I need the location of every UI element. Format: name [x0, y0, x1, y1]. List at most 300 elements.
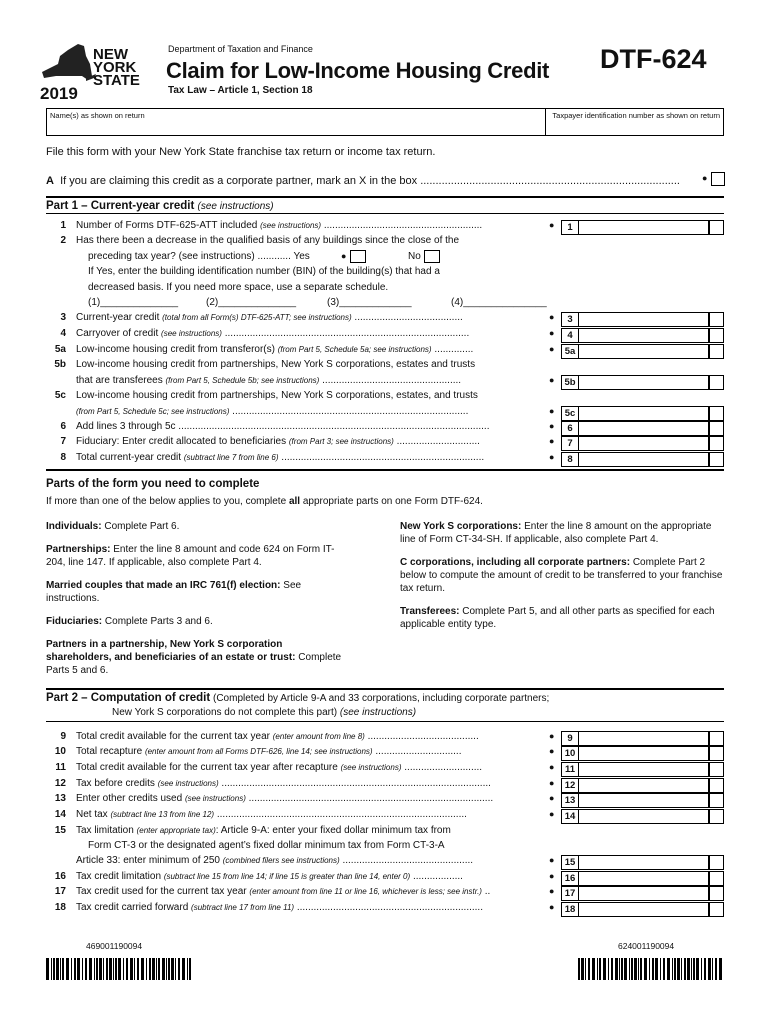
barcode-bar [691, 958, 692, 980]
line-bullet: ● [549, 436, 555, 446]
barcode-bar [175, 958, 176, 980]
barcode-bar [597, 958, 598, 980]
line-text [76, 902, 550, 913]
barcode-bar [158, 958, 160, 980]
name-field[interactable] [46, 108, 546, 136]
part1-rule [46, 196, 724, 198]
line-bullet: ● [549, 871, 555, 881]
line-leader: ................................................................... [294, 902, 483, 913]
line-bullet: ● [549, 793, 555, 803]
amount-field[interactable] [579, 344, 709, 359]
cents-field[interactable] [709, 746, 724, 761]
line-bullet: ● [549, 375, 555, 385]
cents-field[interactable] [709, 871, 724, 886]
barcode-bar [113, 958, 114, 980]
amount-field[interactable] [579, 328, 709, 343]
line-leader: .......................................................................................... [214, 809, 467, 820]
parts-guide-heading: Parts of the form you need to complete [46, 478, 260, 490]
line-bullet: ● [549, 855, 555, 865]
line-a-text: If you are claiming this credit as a corporate partner, mark an X in the box ..................................................................................... [60, 175, 680, 187]
line-text [76, 809, 550, 820]
barcode-bar [53, 958, 55, 980]
line-bullet: ● [549, 452, 555, 462]
line-text [76, 452, 550, 463]
barcode-bar [696, 958, 699, 980]
line-number: 10 [54, 746, 66, 757]
line-leader: ..................................................................................... [229, 406, 469, 417]
corporate-partner-checkbox[interactable] [711, 172, 725, 186]
cents-field[interactable] [709, 793, 724, 808]
part1-line-5b [46, 359, 724, 374]
part2-line-10 [46, 746, 724, 761]
cents-field[interactable] [709, 778, 724, 793]
line-bullet: ● [549, 220, 555, 230]
line-box-number: 11 [561, 762, 579, 777]
yes-checkbox[interactable] [350, 250, 366, 263]
part2-line-11 [46, 762, 724, 777]
barcode-bar [62, 958, 64, 980]
barcode-bar [109, 958, 112, 980]
line2-question: preceding tax year? (see instructions) ............ Yes [88, 251, 310, 262]
line-number: 2 [60, 235, 66, 246]
amount-field[interactable] [579, 778, 709, 793]
amount-field[interactable] [579, 731, 709, 746]
line-number: 5a [54, 344, 66, 355]
barcode-bar [134, 958, 135, 980]
guide-right-column [400, 520, 724, 631]
part2-heading [46, 692, 724, 704]
amount-field[interactable] [579, 855, 709, 870]
amount-field[interactable] [579, 220, 709, 235]
barcode-bar [631, 958, 633, 980]
amount-field[interactable] [579, 375, 709, 390]
line-note: (see instructions) [260, 221, 322, 230]
part2-line-14 [46, 809, 724, 824]
barcode-bar [130, 958, 133, 980]
line-note: (see instructions) [184, 794, 246, 803]
line-label: Low-income housing credit from transferor(s) [76, 344, 278, 355]
barcode-bar [178, 958, 180, 980]
part1-line-cont-8 [46, 406, 724, 421]
line-bullet: ● [549, 902, 555, 912]
guide-text: Complete Part 6. [101, 521, 180, 532]
amount-field[interactable] [579, 312, 709, 327]
bin-1[interactable]: (1)______________ [88, 297, 179, 308]
barcode-bar [74, 958, 76, 980]
name-field-label: Name(s) as shown on return [50, 111, 145, 120]
line-text [76, 762, 550, 773]
guide-fiduciaries [46, 615, 346, 628]
state-name: NEW YORK STATE [93, 46, 140, 89]
part1-line-1 [46, 220, 724, 235]
line-note: (combined filers see instructions) [222, 856, 340, 865]
barcode-bar [704, 958, 706, 980]
parts-guide-intro [46, 496, 483, 507]
line-label: Tax before credits [76, 778, 158, 789]
barcode-bar [611, 958, 613, 980]
barcode-bar [94, 958, 95, 980]
line-number: 6 [60, 421, 66, 432]
barcode-bar [619, 958, 620, 980]
guide-label: Transferees: [400, 606, 460, 617]
part1-line-3 [46, 312, 724, 327]
line-label: Total credit available for the current tax year after recapture [76, 762, 341, 773]
no-checkbox[interactable] [424, 250, 440, 263]
amount-field[interactable] [579, 902, 709, 917]
barcode-bar [171, 958, 174, 980]
cents-field[interactable] [709, 406, 724, 421]
line-note: (total from all Form(s) DTF-625-ATT; see instructions) [162, 313, 352, 322]
line-box-number: 15 [561, 855, 579, 870]
line-leader: .............................. [393, 436, 480, 447]
amount-field[interactable] [579, 746, 709, 761]
amount-field[interactable] [579, 793, 709, 808]
line15-cont1: Form CT-3 or the designated agent’s fixed dollar minimum tax from Form CT-3-A [88, 840, 445, 851]
line-label: Low-income housing credit from partnerships, New York S corporations, estates, and trusts [76, 390, 478, 401]
barcode-bar [156, 958, 157, 980]
line-note: (enter amount from line 8) [272, 732, 365, 741]
barcode-bar [681, 958, 682, 980]
line-leader: ................................................................................................................ [178, 421, 490, 432]
barcode-bar [162, 958, 165, 980]
barcode-bar [667, 958, 670, 980]
barcode-bar [640, 958, 642, 980]
part1-line-7 [46, 436, 724, 451]
line-note: (subtract line 15 from line 14; if line 15 is greater than line 14, enter 0) [163, 872, 411, 881]
file-instruction: File this form with your New York State franchise tax return or income tax return. [46, 146, 436, 158]
barcode-bar [96, 958, 98, 980]
part2-title: Part 2 – Computation of credit [46, 692, 211, 704]
part1-line-5c [46, 390, 724, 405]
line-leader: .. [481, 886, 491, 897]
part1-line-8 [46, 452, 724, 467]
part1-line-6 [46, 421, 724, 436]
line-leader: ............................ [401, 762, 483, 773]
guide-label: Individuals: [46, 521, 102, 532]
guide-c-corps [400, 556, 724, 595]
barcode-bar [592, 958, 595, 980]
line-leader: : Article 9-A: enter your fixed dollar minimum tax from [215, 825, 451, 836]
barcode-bar [663, 958, 665, 980]
barcode-bar [708, 958, 711, 980]
amount-field[interactable] [579, 436, 709, 451]
line-label: that are transferees [76, 375, 166, 386]
part1-line-cont-6 [46, 375, 724, 390]
line-box-number: 5a [561, 344, 579, 359]
line-box-number: 17 [561, 886, 579, 901]
barcode-bar [687, 958, 690, 980]
line-text [76, 328, 550, 339]
line-leader: ......................................................... [321, 220, 483, 231]
cents-field[interactable] [709, 902, 724, 917]
line-text [76, 344, 550, 355]
line-note: (subtract line 17 from line 11) [191, 903, 295, 912]
amount-field[interactable] [579, 871, 709, 886]
line-leader: .................. [410, 871, 463, 882]
barcode-bar [82, 958, 83, 980]
guide-label: New York S corporations: [400, 521, 522, 532]
amount-field[interactable] [579, 886, 709, 901]
line-note: (see instructions) [157, 779, 219, 788]
barcode-bar [585, 958, 586, 980]
line-bullet: ● [549, 731, 555, 741]
part1-line-5a [46, 344, 724, 359]
line-leader: ............................... [372, 746, 462, 757]
line-label: Total credit available for the current tax year [76, 731, 273, 742]
barcode-bar [77, 958, 80, 980]
barcode-bar [624, 958, 627, 980]
line-label: Total current-year credit [76, 452, 184, 463]
guide-text: See instructions. [46, 580, 302, 604]
guide-partners [46, 638, 346, 677]
line-number: 8 [60, 452, 66, 463]
barcode-bar [189, 958, 191, 980]
barcode-bar [621, 958, 623, 980]
cents-field[interactable] [709, 762, 724, 777]
bin-4[interactable]: (4)_______________ [451, 297, 547, 308]
line-leader: ........................................ [364, 731, 479, 742]
barcode-bar [638, 958, 639, 980]
barcode-bar [66, 958, 69, 980]
line-number: 12 [54, 778, 66, 789]
footer-right-code: 624001190094 [618, 941, 675, 951]
line-box-number: 4 [561, 328, 579, 343]
no-label: No [408, 251, 421, 262]
line-bullet: ● [549, 328, 555, 338]
line-a-letter: A [46, 175, 54, 187]
yes-bullet: ● [341, 251, 347, 261]
amount-field[interactable] [579, 452, 709, 467]
line-text [76, 235, 550, 246]
cents-field[interactable] [709, 886, 724, 901]
tin-field[interactable] [546, 108, 724, 136]
barcode-bar [89, 958, 92, 980]
line-number: 9 [60, 731, 66, 742]
line-note: (enter amount from line 11 or line 16, whichever is less; see instr.) [249, 887, 482, 896]
line-leader: ........................................................................................ [221, 328, 470, 339]
guide-text: Enter the line 8 amount and code 624 on Form IT-204, line 147. If applicable, also complete Part 4. [46, 544, 335, 568]
part2-line-18 [46, 902, 724, 917]
line-leader: ........................................................................................ [245, 793, 494, 804]
barcode-bar [51, 958, 52, 980]
amount-field[interactable] [579, 421, 709, 436]
bin-3[interactable]: (3)_____________ [327, 297, 412, 308]
tin-field-label: Taxpayer identification number as shown on return [552, 111, 720, 120]
line-label: Tax credit carried forward [76, 902, 192, 913]
barcode-bar [85, 958, 87, 980]
amount-field[interactable] [579, 762, 709, 777]
part2-heading-line2 [112, 707, 416, 718]
guide-text: Complete Parts 3 and 6. [102, 616, 213, 627]
part1-line-4 [46, 328, 724, 343]
line-a [46, 175, 706, 187]
footer-left-code: 469001190094 [86, 941, 143, 951]
guide-label: Married couples that made an IRC 761(f) election: [46, 580, 281, 591]
line-box-number: 10 [561, 746, 579, 761]
cents-field[interactable] [709, 328, 724, 343]
line-number: 5b [54, 359, 66, 370]
form-number: DTF-624 [600, 44, 707, 74]
line-text [76, 855, 550, 866]
cents-field[interactable] [709, 855, 724, 870]
line-number: 3 [60, 312, 66, 323]
line-text [76, 825, 550, 836]
line-label: Low-income housing credit from partnerships, New York S corporations, estates and trusts [76, 359, 476, 370]
line-box-number: 6 [561, 421, 579, 436]
barcode-bar [693, 958, 695, 980]
line-bullet: ● [549, 421, 555, 431]
cents-field[interactable] [709, 452, 724, 467]
guide-text: Enter the line 8 amount on the appropriate line of Form CT-34-SH. If applicable, also complete Part 4. [400, 521, 712, 545]
barcode-bar [146, 958, 147, 980]
cents-field[interactable] [709, 375, 724, 390]
guide-left-column [46, 520, 346, 677]
amount-field[interactable] [579, 406, 709, 421]
barcode-bar [99, 958, 102, 980]
cents-field[interactable] [709, 220, 724, 235]
line-text [76, 421, 550, 432]
line-note: (subtract line 13 from line 12) [110, 810, 215, 819]
line-box-number: 1 [561, 220, 579, 235]
barcode-bar [712, 958, 713, 980]
guide-transferees [400, 605, 724, 631]
cents-field[interactable] [709, 312, 724, 327]
line-text [76, 359, 550, 370]
barcode-bar [152, 958, 155, 980]
barcode-bar [588, 958, 590, 980]
barcode-bar [71, 958, 72, 980]
line-label: Has there been a decrease in the qualified basis of any buildings since the close of the [76, 235, 460, 246]
line-box-number: 12 [561, 778, 579, 793]
new-york-state-map-icon [38, 42, 98, 86]
bin-2[interactable]: (2)______________ [206, 297, 297, 308]
barcode-bar [578, 958, 580, 980]
cents-field[interactable] [709, 421, 724, 436]
line-bullet: ● [549, 886, 555, 896]
amount-field[interactable] [579, 809, 709, 824]
barcode-bar [106, 958, 108, 980]
line-box-number: 5c [561, 406, 579, 421]
line-number: 16 [54, 871, 66, 882]
line-note: (subtract line 7 from line 6) [183, 453, 279, 462]
line-note: (from Part 5, Schedule 5a; see instructions) [277, 345, 432, 354]
guide-partnerships [46, 543, 346, 569]
line-note: (from Part 3; see instructions) [288, 437, 394, 446]
barcode-bar [715, 958, 717, 980]
barcode-bar [649, 958, 650, 980]
barcode-bar [644, 958, 647, 980]
barcode-bar [719, 958, 722, 980]
line-number: 1 [60, 220, 66, 231]
part1-rule-thin [46, 213, 724, 214]
barcode-bar [115, 958, 117, 980]
line-label: Add lines 3 through 5c [76, 421, 179, 432]
guide-label: Fiduciaries: [46, 616, 103, 627]
barcode-bar [599, 958, 601, 980]
barcode-bar [126, 958, 128, 980]
line-label: Number of Forms DTF-625-ATT included [76, 220, 261, 231]
line-note: (see instructions) [161, 329, 222, 338]
barcode-bar [652, 958, 654, 980]
guide-label: Partnerships: [46, 544, 111, 555]
line-box-number: 18 [561, 902, 579, 917]
line-label: Enter other credits used [76, 793, 185, 804]
barcode-bar [46, 958, 49, 980]
line-a-bullet: ● [702, 173, 708, 183]
line-box-number: 3 [561, 312, 579, 327]
part1-title: Part 1 – Current-year credit [46, 200, 195, 212]
part2-rule-thin [46, 721, 724, 722]
barcode-bar [137, 958, 139, 980]
line-bullet: ● [549, 406, 555, 416]
line-box-number: 14 [561, 809, 579, 824]
line-label: Total recapture [76, 746, 145, 757]
cents-field[interactable] [709, 344, 724, 359]
line-box-number: 9 [561, 731, 579, 746]
nys-logo [38, 42, 166, 104]
line-label: Tax credit limitation [76, 871, 164, 882]
line-leader: .................................................. [319, 375, 462, 386]
line-text [76, 312, 550, 323]
guide-text: Complete Part 2 below to compute the amount of credit to be transferred to your franchise tax return. [400, 557, 723, 594]
line-number: 13 [54, 793, 66, 804]
cents-field[interactable] [709, 809, 724, 824]
line-label: Carryover of credit [76, 328, 162, 339]
line-bullet: ● [549, 762, 555, 772]
barcode-bar [141, 958, 144, 980]
line-text [76, 731, 550, 742]
line-bullet: ● [549, 344, 555, 354]
line-label: Tax limitation [76, 825, 137, 836]
guide-s-corps [400, 520, 724, 546]
intro-after: appropriate parts on one Form DTF-624. [300, 496, 483, 507]
guide-married-couples [46, 579, 346, 605]
line-note: (enter appropriate tax) [136, 826, 216, 835]
line-number: 4 [60, 328, 66, 339]
line-label: Tax credit used for the current tax year [76, 886, 250, 897]
line-text [76, 436, 550, 447]
line-leader: ......................................................................... [278, 452, 485, 463]
line-label: Article 33: enter minimum of 250 [76, 855, 223, 866]
barcode-bar [187, 958, 188, 980]
barcode-bar [149, 958, 151, 980]
line-leader: ................................................................................................. [218, 778, 491, 789]
left-barcode [46, 958, 194, 980]
part1-line-2 [46, 235, 724, 250]
guide-individuals [46, 520, 346, 533]
line-box-number: 5b [561, 375, 579, 390]
line-note: (enter amount from all Forms DTF-626, line 14; see instructions) [144, 747, 373, 756]
line-label: Current-year credit [76, 312, 163, 323]
line-number: 11 [55, 762, 66, 773]
line-number: 17 [54, 886, 66, 897]
line-text [76, 871, 550, 882]
barcode-bar [615, 958, 618, 980]
cents-field[interactable] [709, 731, 724, 746]
part2-line-9 [46, 731, 724, 746]
line-bullet: ● [549, 312, 555, 322]
line-box-number: 7 [561, 436, 579, 451]
cents-field[interactable] [709, 436, 724, 451]
barcode-bar [655, 958, 658, 980]
line-text [76, 793, 550, 804]
part2-line-15 [46, 825, 724, 840]
guide-label: C corporations, including all corporate partners: [400, 557, 631, 568]
right-barcode [578, 958, 726, 980]
line-bullet: ● [549, 809, 555, 819]
line-number: 14 [54, 809, 66, 820]
part1-note: (see instructions) [197, 201, 274, 212]
